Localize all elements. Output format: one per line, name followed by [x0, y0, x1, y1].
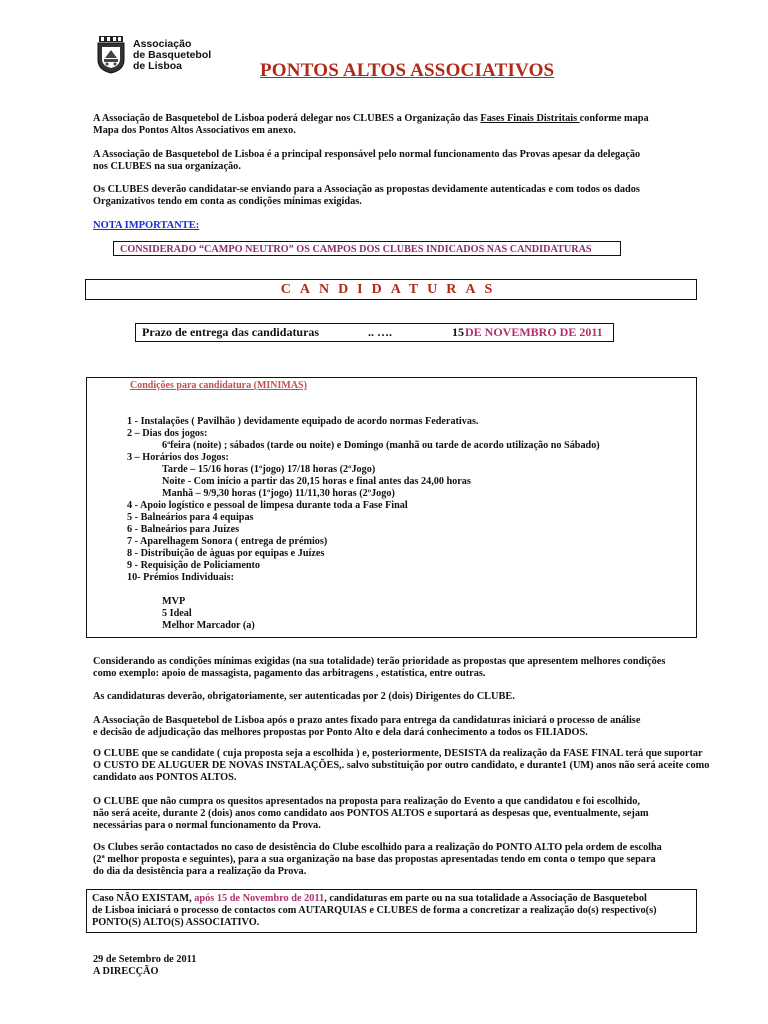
body-p4-line-2: O CUSTO DE ALUGUER DE NOVAS INSTALAÇÕES,. salvo substituição por outro candidato, e durante1 (UM) anos não será aceite como: [93, 760, 710, 771]
body-p3-line-2: e decisão de adjudicação das melhores propostas por Ponto Alto e dela dará conhecimento a todos os FILIADOS.: [93, 727, 588, 738]
body-p1-line-1: Considerando as condições mínimas exigidas (na sua totalidade) terão prioridade as propostas que apresentem melhores condições: [93, 656, 666, 667]
final-line1-date: após 15 de Novembro de 2011: [194, 893, 325, 904]
condicao-item-3: 3 – Horários dos Jogos:: [127, 452, 229, 463]
intro-p3-line-2: Organizativos tendo em conta as condições mínimas exigidas.: [93, 196, 362, 207]
logo-line-3: de Lisboa: [133, 60, 183, 72]
intro-p2-line-1: A Associação de Basquetebol de Lisboa é a principal responsável pelo normal funcionamento das Provas apesar da delegação: [93, 149, 641, 160]
condicao-item-8: 8 - Distribuição de àguas por equipas e Juízes: [127, 548, 325, 559]
intro-p1-text-b: conforme mapa: [579, 113, 649, 124]
body-p4-line-1: O CLUBE que se candidate ( cuja proposta seja a escolhida ) e, posteriormente, DESISTA da realização da FASE FINAL terá que suportar: [93, 748, 703, 759]
condicao-item-6: 6 - Balneários para Juízes: [127, 524, 240, 535]
signature-date: 29 de Setembro de 2011: [93, 954, 197, 965]
prazo-dots: .. ….: [368, 325, 392, 339]
prazo-box: [135, 323, 614, 342]
body-paragraph-1: [93, 656, 693, 680]
intro-p2-line-2: nos CLUBES na sua organização.: [93, 161, 241, 172]
condicao-item-3-manha: Manhã – 9/9,30 horas (1ºjogo) 11/11,30 horas (2ºJogo): [162, 488, 395, 499]
nota-importante-heading: NOTA IMPORTANTE:: [93, 220, 200, 231]
intro-p3-line-1: Os CLUBES deverão candidatar-se enviando para a Associação as propostas devidamente autenticadas e com todos os dados: [93, 184, 640, 195]
body-paragraph-6: [93, 842, 693, 878]
condicao-item-3-noite: Noite - Com início a partir das 20,15 horas e final antes das 24,00 horas: [162, 476, 471, 487]
premio-mvp: MVP: [162, 596, 186, 607]
logo-line-2: de Basquetebol: [133, 49, 212, 61]
condicao-item-10: 10- Prémios Individuais:: [127, 572, 234, 583]
campo-neutro-box: CONSIDERADO “CAMPO NEUTRO” OS CAMPOS DOS CLUBES INDICADOS NAS CANDIDATURAS: [113, 241, 621, 256]
body-p5-line-2: não será aceite, durante 2 (dois) anos como candidato aos PONTOS ALTOS e suportará as despesas que, eventualmente, sejam: [93, 808, 649, 819]
body-paragraph-3: [93, 715, 693, 739]
condicao-item-2: 2 – Dias dos jogos:: [127, 428, 208, 439]
body-p1-line-2: como exemplo: apoio de massagista, pagamento das arbitragens , estatística, entre outras.: [93, 668, 486, 679]
condicao-item-7: 7 - Aparelhagem Sonora ( entrega de prémios): [127, 536, 328, 547]
page-title: PONTOS ALTOS ASSOCIATIVOS: [260, 60, 555, 81]
association-crest-icon: [96, 36, 126, 74]
condicao-item-5: 5 - Balneários para 4 equipas: [127, 512, 254, 523]
final-notice-text: [92, 893, 692, 929]
association-logo-text: [133, 39, 211, 72]
premio-5-ideal: 5 Ideal: [162, 608, 192, 619]
condicoes-title: Condições para candidatura (MINIMAS): [130, 380, 307, 391]
body-p5-line-3: necessárias para o normal funcionamento da Prova.: [93, 820, 321, 831]
intro-paragraph-2: [93, 149, 693, 173]
candidaturas-heading-box: [85, 279, 697, 300]
body-p6-line-1: Os Clubes serão contactados no caso de desistência do Clube escolhido para a realização do PONTO ALTO pela ordem de escolha: [93, 842, 662, 853]
body-p3-line-1: A Associação de Basquetebol de Lisboa após o prazo antes fixado para entrega da candidaturas iniciará o processo de análise: [93, 715, 641, 726]
intro-p1-line-2: Mapa dos Pontos Altos Associativos em anexo.: [93, 125, 296, 136]
prazo-label: Prazo de entrega das candidaturas: [142, 325, 320, 339]
condicao-item-2-detail: 6ªfeira (noite) ; sábados (tarde ou noite) e Domingo (manhã ou tarde de acordo utilização no Sábado): [162, 440, 600, 451]
body-p2-line-1: As candidaturas deverão, obrigatoriamente, ser autenticadas por 2 (dois) Dirigentes do CLUBE.: [93, 691, 515, 702]
intro-paragraph-1: [93, 113, 693, 137]
body-paragraph-4: [93, 748, 710, 784]
candidaturas-heading: CANDIDATURAS: [280, 282, 502, 297]
final-line-2: de Lisboa iniciará o processo de contactos com AUTARQUIAS e CLUBES de forma a concretizar a realização do(s) respectivo(s): [92, 905, 657, 916]
signature-block: [93, 954, 693, 978]
body-p6-line-2: (2ª melhor proposta e seguintes), para a sua organização na base das propostas apresentadas tendo em conta o tempo que separa: [93, 854, 656, 865]
signature-signer: A DIRECÇÃO: [93, 966, 159, 977]
intro-p1-text-a: A Associação de Basquetebol de Lisboa poderá delegar nos CLUBES a Organização das: [93, 113, 481, 124]
intro-paragraph-3: [93, 184, 693, 208]
body-p4-line-3: candidato aos PONTOS ALTOS.: [93, 772, 237, 783]
final-line1-a: Caso NÃO EXISTAM,: [92, 893, 195, 904]
condicao-item-4: 4 - Apoio logístico e pessoal de limpesa durante toda a Fase Final: [127, 500, 408, 511]
premio-melhor-marcador: Melhor Marcador (a): [162, 620, 255, 631]
final-line-3: PONTO(S) ALTO(S) ASSOCIATIVO.: [92, 917, 260, 928]
prazo-day: 15: [452, 325, 464, 339]
logo-line-1: Associação: [133, 38, 192, 50]
fases-finais-link[interactable]: Fases Finais Distritais: [480, 113, 580, 124]
body-paragraph-2: [93, 691, 693, 703]
final-line1-b: , candidaturas em parte ou na sua totalidade a Associação de Basquetebol: [324, 893, 647, 904]
prazo-date: DE NOVEMBRO DE 2011: [465, 325, 603, 339]
condicao-item-3-tarde: Tarde – 15/16 horas (1ºjogo) 17/18 horas (2ºJogo): [162, 464, 376, 475]
condicao-item-9: 9 - Requisição de Policiamento: [127, 560, 260, 571]
condicao-item-1: 1 - Instalações ( Pavilhão ) devidamente equipado de acordo normas Federativas.: [127, 416, 479, 427]
body-p5-line-1: O CLUBE que não cumpra os quesitos apresentados na proposta para realização do Evento a que candidatou e foi escolhido,: [93, 796, 640, 807]
body-paragraph-5: [93, 796, 693, 832]
body-p6-line-3: do dia da desistência para a realização da Prova.: [93, 866, 307, 877]
